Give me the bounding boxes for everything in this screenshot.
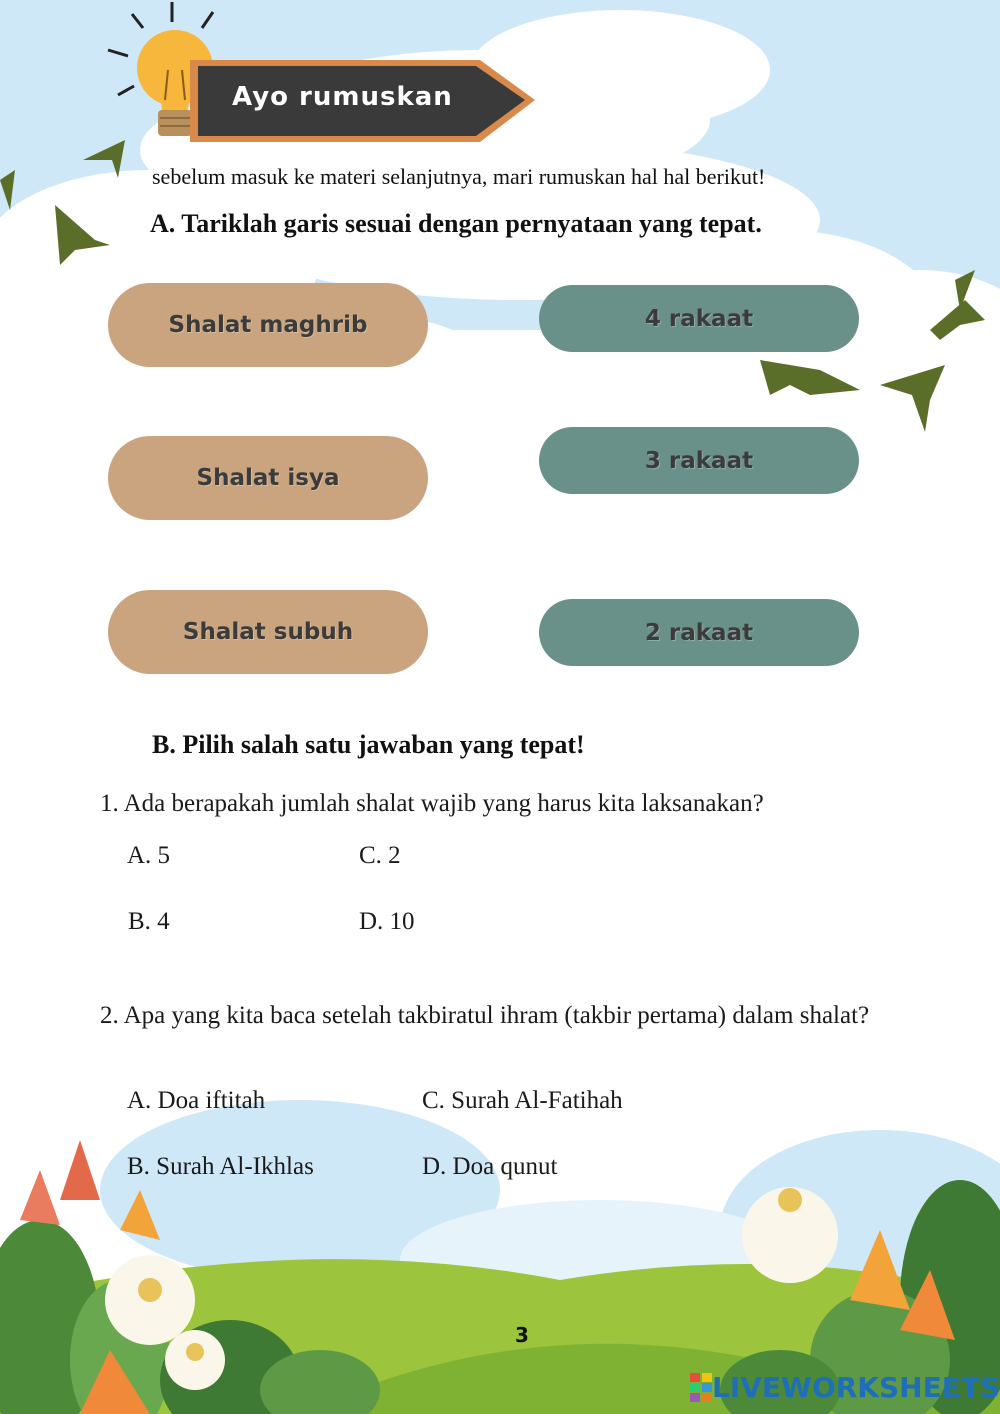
question-1-text: 1. Ada berapakah jumlah shalat wajib yang harus kita laksanakan?	[100, 790, 764, 817]
question-2-option-d[interactable]: D. Doa qunut	[422, 1153, 558, 1180]
match-right-3-rakaat[interactable]: 3 rakaat	[539, 427, 859, 494]
question-1-option-c[interactable]: C. 2	[359, 842, 401, 869]
question-1-option-a[interactable]: A. 5	[127, 842, 171, 869]
question-1-option-d[interactable]: D. 10	[359, 908, 415, 935]
question-2-text: 2. Apa yang kita baca setelah takbiratul ihram (takbir pertama) dalam shalat?	[100, 1002, 870, 1029]
question-2-option-b[interactable]: B. Surah Al-Ikhlas	[127, 1153, 314, 1180]
page-number: 3	[515, 1323, 529, 1347]
match-right-2-rakaat[interactable]: 2 rakaat	[539, 599, 859, 666]
section-b-heading: B. Pilih salah satu jawaban yang tepat!	[152, 730, 585, 759]
question-1-option-b[interactable]: B. 4	[128, 908, 170, 935]
match-left-shalat-maghrib[interactable]: Shalat maghrib	[108, 283, 428, 367]
intro-text: sebelum masuk ke materi selanjutnya, mari rumuskan hal hal berikut!	[152, 164, 766, 189]
match-left-shalat-isya[interactable]: Shalat isya	[108, 436, 428, 520]
liveworksheets-logo-icon	[690, 1373, 712, 1403]
question-2-option-c[interactable]: C. Surah Al-Fatihah	[422, 1087, 623, 1114]
question-2-option-a[interactable]: A. Doa iftitah	[127, 1087, 266, 1114]
match-right-4-rakaat[interactable]: 4 rakaat	[539, 285, 859, 352]
match-left-shalat-subuh[interactable]: Shalat subuh	[108, 590, 428, 674]
liveworksheets-brand: LIVEWORKSHEETS	[712, 1371, 1000, 1404]
sign-title: Ayo rumuskan	[232, 82, 453, 112]
section-a-heading: A. Tariklah garis sesuai dengan pernyataan yang tepat.	[150, 209, 762, 238]
liveworksheets-logo	[690, 1371, 1000, 1404]
